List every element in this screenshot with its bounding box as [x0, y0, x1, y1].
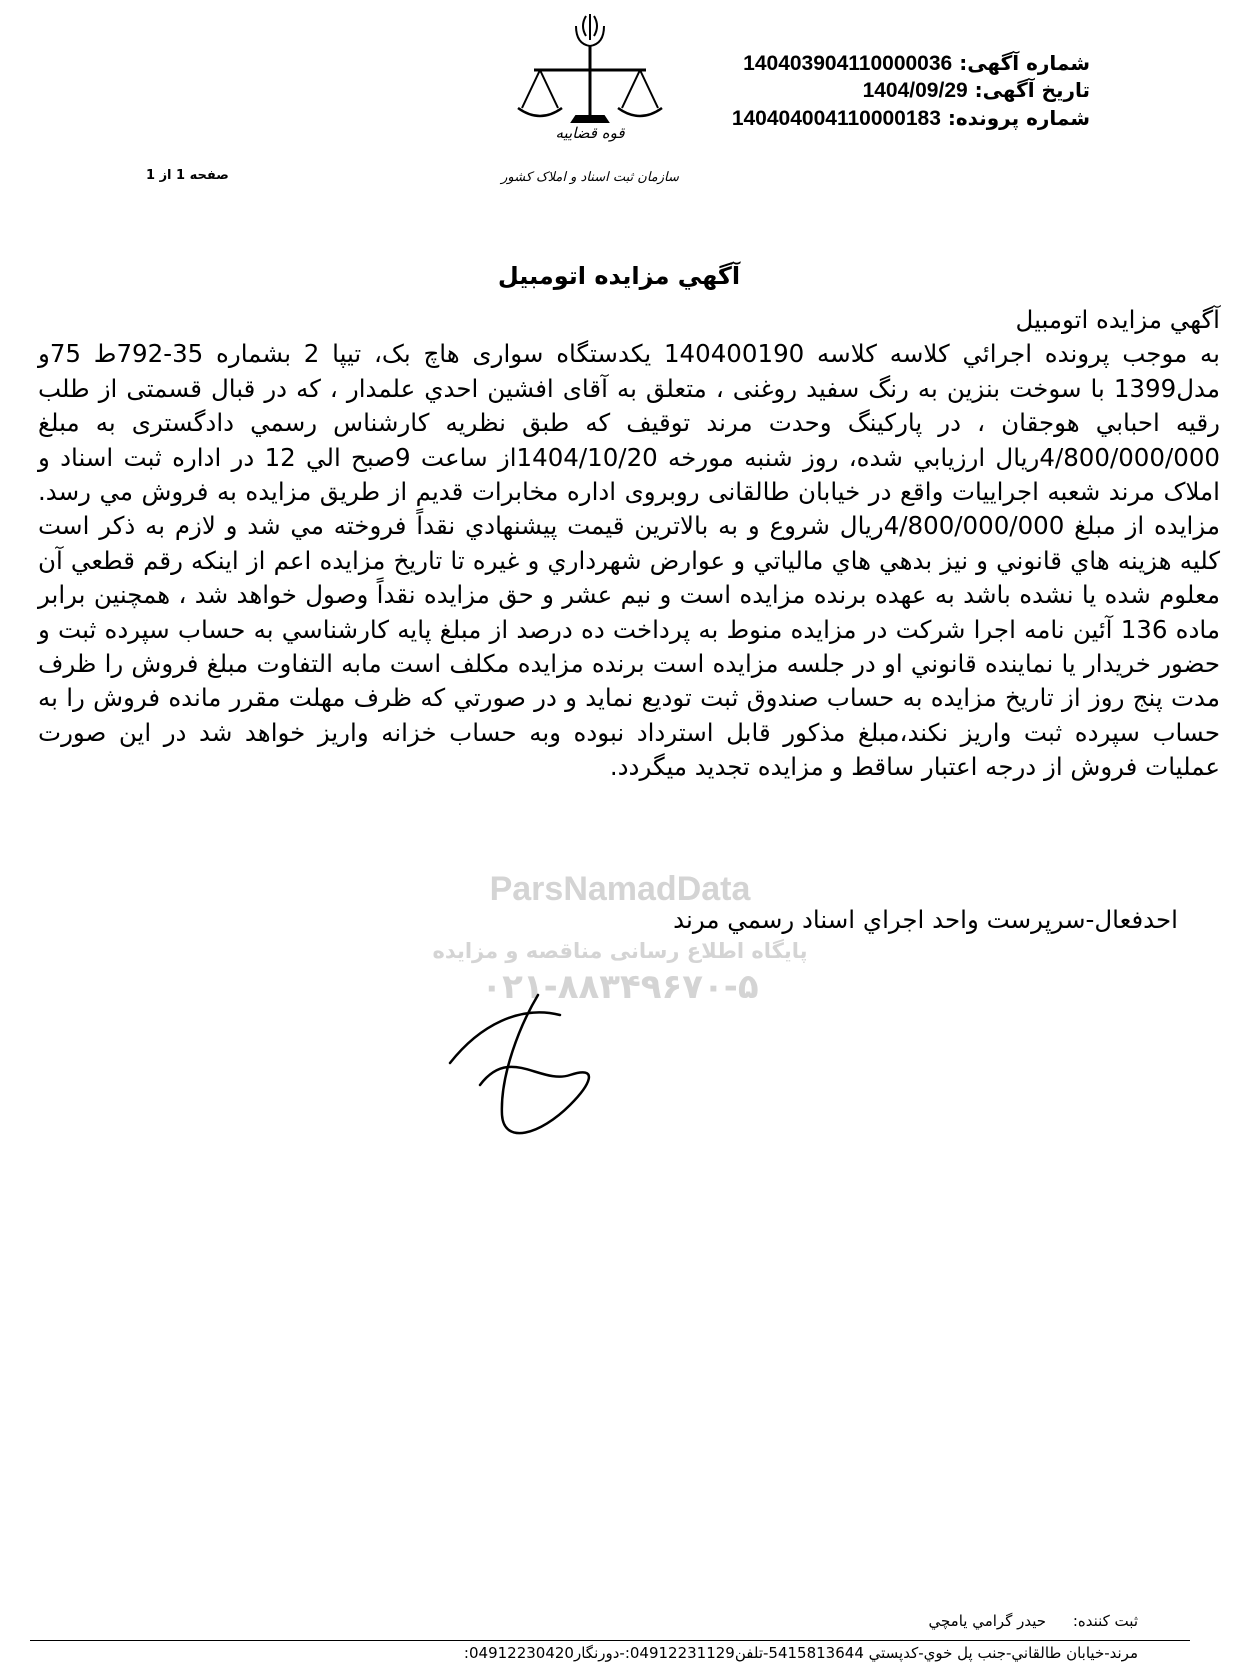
case-number: 140404004110000183: [731, 106, 941, 130]
registrar-label: ثبت کننده:: [1072, 1612, 1138, 1630]
watermark-phone: ۰۲۱-۸۸۳۴۹۶۷۰-۵: [481, 967, 759, 1007]
watermark-brand: ParsNamadData: [489, 870, 751, 908]
registrar-name: حيدر گرامي يامچي: [928, 1612, 1047, 1630]
logo-caption-2: سازمان ثبت اسناد و املاک کشور: [501, 170, 679, 185]
handwritten-signature: [420, 985, 640, 1155]
logo-caption-1: قوه قضاییه: [555, 124, 625, 142]
notice-body: [38, 303, 1220, 785]
notice-date-label: تاریخ آگهی:: [974, 78, 1090, 103]
registrar-row: [928, 1612, 1138, 1630]
footer-address: مرند-خيابان طالقاني-جنب پل خوي-كدپستي 5415813644-تلفن04912231129:-دورنگار04912230420:: [463, 1644, 1138, 1662]
notice-number-row: [732, 50, 1090, 77]
body-paragraph: به موجب پرونده اجرائي کلاسه کلاسه 140400190 يکدستگاه سواری هاچ بک، تيپا 2 بشماره 35-792ط 75و مدل1399 با سوخت بنزين به رنگ سفيد روغنی ، متعلق به آقای افشين احدي علمدار ، که در قبال قسمتی از طلب رقيه احبابي هوجقان ، در پارکينگ وحدت مرند توقيف که طبق نظريه کارشناس رسمي دادگستری به مبلغ 4/800/000/000ريال ارزيابي شده، روز شنبه مورخه 1404/10/20از ساعت 9صبح الي 12 در اداره ثبت اسناد و املاک مرند شعبه اجرايیات واقع در خيابان طالقانی روبروی اداره مخابرات قديم از طريق مزايده به فروش مي رسد. مزايده از مبلغ 4/800/000/000ريال شروع و به بالاترين قيمت پيشنهادي نقداً فروخته مي شد و لازم به ذکر است کليه هزينه هاي قانوني و نيز بدهي هاي مالياتي و عوارض شهرداري و غيره تا تاريخ مزايده اعم از اينکه رقم قطعي آن معلوم شده يا نشده باشد به عهده برنده مزايده است و نيم عشر و حق مزايده نقداً وصول خواهد شد ، همچنين برابر ماده 136 آئين نامه اجرا شرکت در مزايده منوط به پرداخت ده درصد از مبلغ پايه کارشناسي به حساب سپرده ثبت و حضور خريدار يا نماينده قانوني او در جلسه مزايده است برنده مزايده مکلف است مابه التفاوت مبلغ فروش را ظرف مدت پنج روز از تاريخ مزايده به حساب صندوق ثبت توديع نمايد و در صورتي که ظرف مهلت مقرر مانده فروش را به حساب سپرده ثبت واريز نکند،مبلغ مذکور قابل استرداد نبوده وبه حساب خزانه واريز خواهد شد در اين صورت عمليات فروش از درجه اعتبار ساقط و مزايده تجديد ميگردد.: [38, 339, 1220, 782]
notice-number: 140403904110000036: [743, 52, 953, 75]
footer-divider: [30, 1640, 1190, 1641]
case-number-label: شماره پرونده:: [947, 105, 1090, 130]
page-title: آگهي مزايده اتومبيل: [497, 262, 741, 290]
page-indicator: صفحه 1 از 1: [146, 168, 229, 183]
notice-meta: [732, 50, 1090, 132]
notice-date-row: [732, 77, 1090, 104]
case-number-row: [732, 105, 1090, 132]
body-lead: آگهي مزايده اتومبيل: [1015, 305, 1220, 334]
watermark-line: پایگاه اطلاع رسانی مناقصه و مزایده: [432, 939, 808, 963]
signature-line: احدفعال-سرپرست واحد اجراي اسناد رسمي مرند: [673, 905, 1178, 934]
notice-number-label: شماره آگهی:: [959, 51, 1090, 75]
notice-date: 1404/09/29: [862, 79, 968, 103]
